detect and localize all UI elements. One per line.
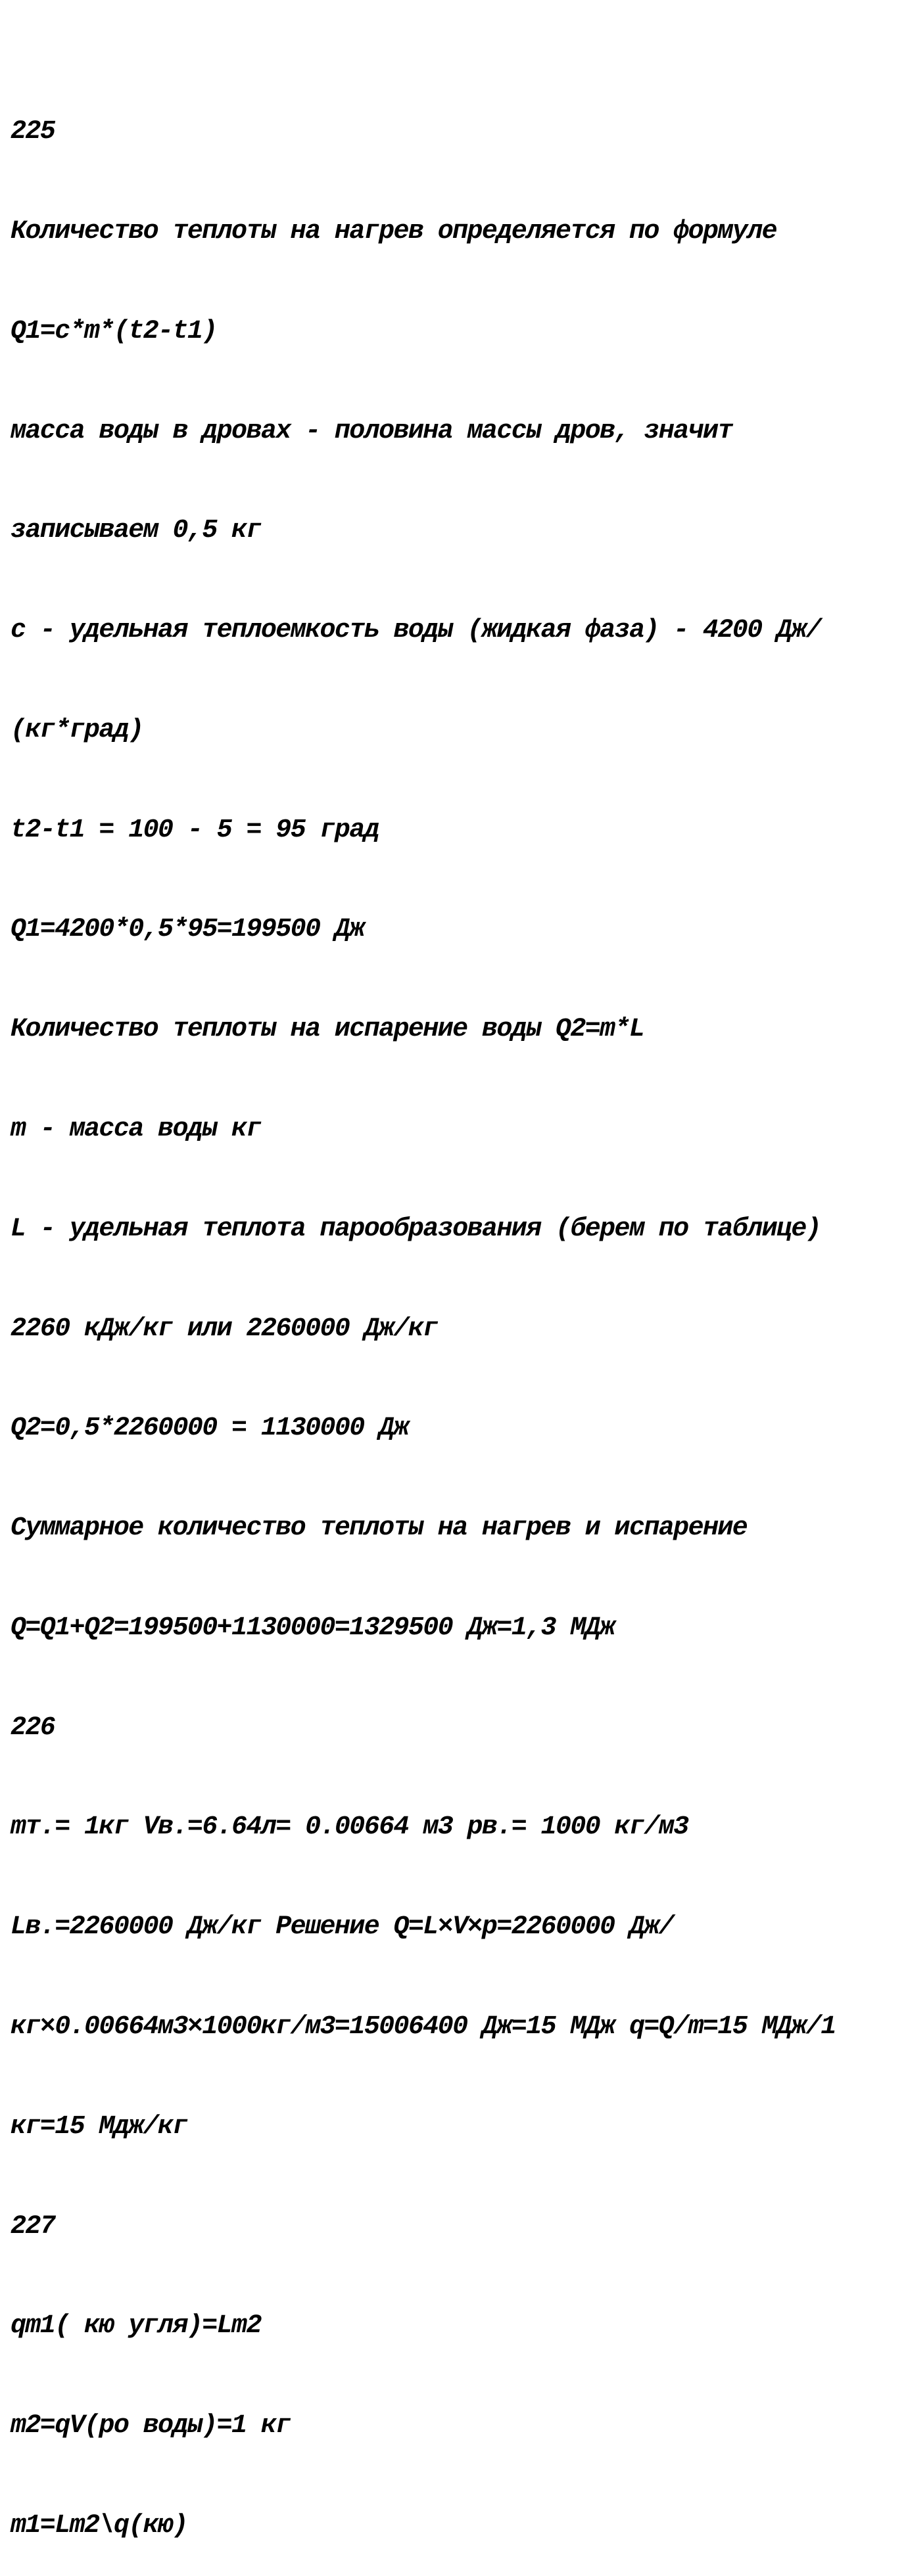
text-line: Количество теплоты на нагрев определяется по формуле: [11, 216, 777, 246]
formula-line: m1=Lm2\q(кю): [11, 2510, 187, 2541]
text-line: 2260 кДж/кг или 2260000 Дж/кг: [11, 1314, 438, 1344]
text-line: mт.= 1кг Vв.=6.64л= 0.00664 м3 рв.= 1000 кг/м3: [11, 1812, 688, 1843]
formula-line: кг×0.00664м3×1000кг/м3=15006400 Дж=15 МДж q=Q/m=15 МДж/1: [11, 2012, 836, 2042]
text-line: Суммарное количество теплоты на нагрев и испарение: [11, 1513, 748, 1544]
text-line: m - масса воды кг: [11, 1115, 261, 1144]
document-body: [11, 49, 898, 2576]
text-line: масса воды в дровах - половина массы дров, значит: [11, 416, 732, 446]
text-line: L - удельная теплота парообразования (берем по таблице): [11, 1214, 821, 1244]
problem-number-227: 227: [11, 2211, 55, 2242]
formula-line: m2=qV(ро воды)=1 кг: [11, 2411, 291, 2441]
text-line: с - удельная теплоемкость воды (жидкая фаза) - 4200 Дж/: [11, 616, 821, 646]
formula-line: Q1=4200*0,5*95=199500 Дж: [11, 915, 364, 945]
formula-line: Q2=0,5*2260000 = 1130000 Дж: [11, 1414, 408, 1444]
text-line: Количество теплоты на испарение воды Q2=m*L: [11, 1015, 644, 1045]
problem-number-226: 226: [11, 1713, 55, 1743]
formula-line: qm1( кю угля)=Lm2: [11, 2311, 261, 2341]
text-line: (кг*град): [11, 715, 143, 745]
formula-line: Q1=c*m*(t2-t1): [11, 316, 217, 346]
text-line: кг=15 Мдж/кг: [11, 2111, 187, 2142]
formula-line: t2-t1 = 100 - 5 = 95 град: [11, 815, 379, 845]
text-line: записываем 0,5 кг: [11, 516, 261, 546]
formula-line: Q=Q1+Q2=199500+1130000=1329500 Дж=1,3 МДж: [11, 1613, 615, 1643]
problem-number-225: 225: [11, 117, 55, 147]
text-line: Lв.=2260000 Дж/кг Решение Q=L×V×p=2260000 Дж/: [11, 1912, 674, 1943]
